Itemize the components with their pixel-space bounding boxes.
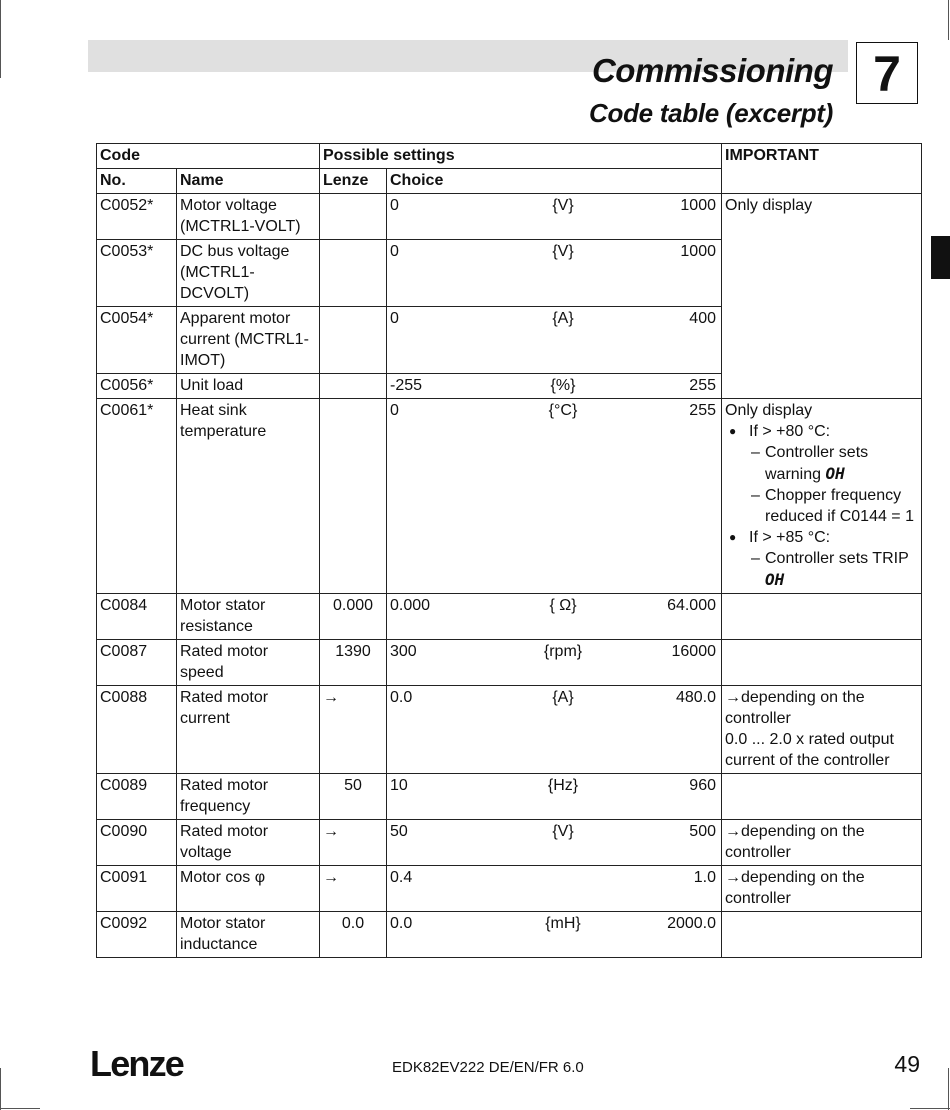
crop-mark	[0, 1068, 1, 1110]
choice-min: 0.4	[390, 869, 413, 886]
code-name: Motor stator inductance	[177, 912, 320, 958]
choice-max: 400	[689, 310, 716, 327]
crop-mark	[910, 1108, 950, 1109]
choice-range	[387, 640, 722, 686]
code-table	[96, 143, 922, 958]
table-row	[97, 194, 922, 240]
table-row	[97, 774, 922, 820]
code-name: Heat sink temperature	[177, 399, 320, 594]
choice-max: 1000	[680, 197, 716, 214]
chapter-side-tab	[931, 236, 950, 279]
choice-min: -255	[390, 377, 423, 394]
note-title: Only display	[725, 402, 813, 419]
choice-unit: {V}	[552, 243, 574, 260]
choice-range	[387, 912, 722, 958]
important-note	[722, 774, 922, 820]
header-important: IMPORTANT	[722, 144, 922, 194]
code-no: C0052*	[97, 194, 177, 240]
table-header-row	[97, 144, 922, 169]
choice-min: 10	[390, 777, 408, 794]
oh-display-symbol: OH	[825, 464, 845, 483]
important-note: Only display	[722, 194, 922, 399]
header-name: Name	[177, 169, 320, 194]
lenze-default-arrow: →	[320, 686, 387, 774]
header-possible-settings: Possible settings	[320, 144, 722, 169]
table-row	[97, 686, 922, 774]
dash-item	[725, 548, 918, 591]
choice-unit: {mH}	[545, 915, 581, 932]
choice-max: 255	[689, 377, 716, 394]
code-name: Rated motor speed	[177, 640, 320, 686]
choice-unit: { Ω}	[549, 597, 577, 614]
dash-item: – Chopper frequency reduced if C0144 = 1	[725, 485, 918, 527]
header-no: No.	[97, 169, 177, 194]
choice-min: 0.0	[390, 689, 413, 706]
choice-unit: {Hz}	[547, 777, 579, 794]
chapter-number: 7	[856, 42, 918, 104]
choice-min: 0	[390, 310, 399, 327]
page-number: 49	[894, 1051, 920, 1077]
note-text: Controller sets warning	[765, 444, 869, 483]
lenze-default	[320, 307, 387, 374]
crop-mark	[0, 1108, 40, 1109]
choice-max: 500	[689, 823, 716, 840]
code-no: C0056*	[97, 374, 177, 399]
code-name: Rated motor voltage	[177, 820, 320, 866]
table-row	[97, 594, 922, 640]
bullet-item: ● If > +85 °C:	[725, 527, 918, 548]
important-note	[722, 686, 922, 774]
crop-mark	[0, 0, 1, 78]
note-text: →depending on the controller	[725, 689, 865, 727]
code-name: Motor stator resistance	[177, 594, 320, 640]
section-title: Code table (excerpt)	[589, 98, 833, 128]
choice-min: 0	[390, 243, 399, 260]
choice-min: 0	[390, 197, 399, 214]
choice-range	[387, 374, 722, 399]
choice-unit: {A}	[552, 310, 574, 327]
crop-mark	[948, 1068, 949, 1110]
code-no: C0088	[97, 686, 177, 774]
code-name: Unit load	[177, 374, 320, 399]
document-reference: EDK82EV222 DE/EN/FR 6.0	[392, 1059, 584, 1076]
note-text: Controller sets TRIP	[765, 550, 909, 567]
lenze-default: 1390	[320, 640, 387, 686]
dash-item	[725, 442, 918, 485]
lenze-default	[320, 240, 387, 307]
table-row	[97, 912, 922, 958]
choice-unit: {%}	[550, 377, 576, 394]
crop-mark	[948, 0, 949, 40]
important-note	[722, 399, 922, 594]
header-lenze: Lenze	[320, 169, 387, 194]
important-note: →depending on the controller	[722, 820, 922, 866]
table-row	[97, 866, 922, 912]
chapter-title: Commissioning	[591, 52, 833, 89]
important-note	[722, 640, 922, 686]
choice-min: 0	[390, 402, 399, 419]
choice-range	[387, 686, 722, 774]
code-name: DC bus voltage (MCTRL1-DCVOLT)	[177, 240, 320, 307]
lenze-default-arrow: →	[320, 820, 387, 866]
choice-unit: {V}	[552, 823, 574, 840]
lenze-logo: Lenze	[90, 1043, 184, 1084]
lenze-default	[320, 399, 387, 594]
choice-max: 2000.0	[667, 915, 716, 932]
choice-range	[387, 820, 722, 866]
lenze-default-arrow: →	[320, 866, 387, 912]
choice-range	[387, 866, 722, 912]
code-name: Apparent motor current (MCTRL1-IMOT)	[177, 307, 320, 374]
code-no: C0092	[97, 912, 177, 958]
choice-unit: {V}	[552, 197, 574, 214]
header-choice: Choice	[387, 169, 722, 194]
code-name: Motor cos φ	[177, 866, 320, 912]
code-no: C0089	[97, 774, 177, 820]
lenze-default: 0.0	[320, 912, 387, 958]
choice-range	[387, 194, 722, 240]
lenze-default	[320, 194, 387, 240]
choice-min: 0.000	[390, 597, 431, 614]
code-no: C0090	[97, 820, 177, 866]
choice-max: 1.0	[693, 869, 716, 886]
choice-unit: {°C}	[548, 402, 578, 419]
oh-display-symbol: OH	[765, 570, 785, 589]
table-row	[97, 820, 922, 866]
choice-unit: {rpm}	[543, 643, 583, 660]
choice-max: 255	[689, 402, 716, 419]
header-code: Code	[97, 144, 320, 169]
choice-unit: {A}	[552, 689, 574, 706]
code-name: Motor voltage (MCTRL1-VOLT)	[177, 194, 320, 240]
choice-min: 0.0	[390, 915, 413, 932]
code-no: C0084	[97, 594, 177, 640]
choice-max: 960	[689, 777, 716, 794]
important-note	[722, 594, 922, 640]
lenze-default: 50	[320, 774, 387, 820]
choice-min: 50	[390, 823, 408, 840]
choice-range	[387, 307, 722, 374]
important-note	[722, 912, 922, 958]
code-no: C0061*	[97, 399, 177, 594]
code-no: C0053*	[97, 240, 177, 307]
choice-max: 16000	[671, 643, 716, 660]
choice-max: 480.0	[675, 689, 716, 706]
choice-min: 300	[390, 643, 417, 660]
table-row	[97, 640, 922, 686]
choice-range	[387, 594, 722, 640]
code-no: C0054*	[97, 307, 177, 374]
lenze-default: 0.000	[320, 594, 387, 640]
table-row	[97, 399, 922, 594]
choice-max: 64.000	[667, 597, 716, 614]
note-text: 0.0 ... 2.0 x rated output current of the controller	[725, 731, 894, 769]
bullet-item: ● If > +80 °C:	[725, 421, 918, 442]
choice-range	[387, 399, 722, 594]
choice-range	[387, 774, 722, 820]
choice-range	[387, 240, 722, 307]
choice-max: 1000	[680, 243, 716, 260]
lenze-default	[320, 374, 387, 399]
code-no: C0087	[97, 640, 177, 686]
code-name: Rated motor current	[177, 686, 320, 774]
code-no: C0091	[97, 866, 177, 912]
important-note: →depending on the controller	[722, 866, 922, 912]
code-name: Rated motor frequency	[177, 774, 320, 820]
